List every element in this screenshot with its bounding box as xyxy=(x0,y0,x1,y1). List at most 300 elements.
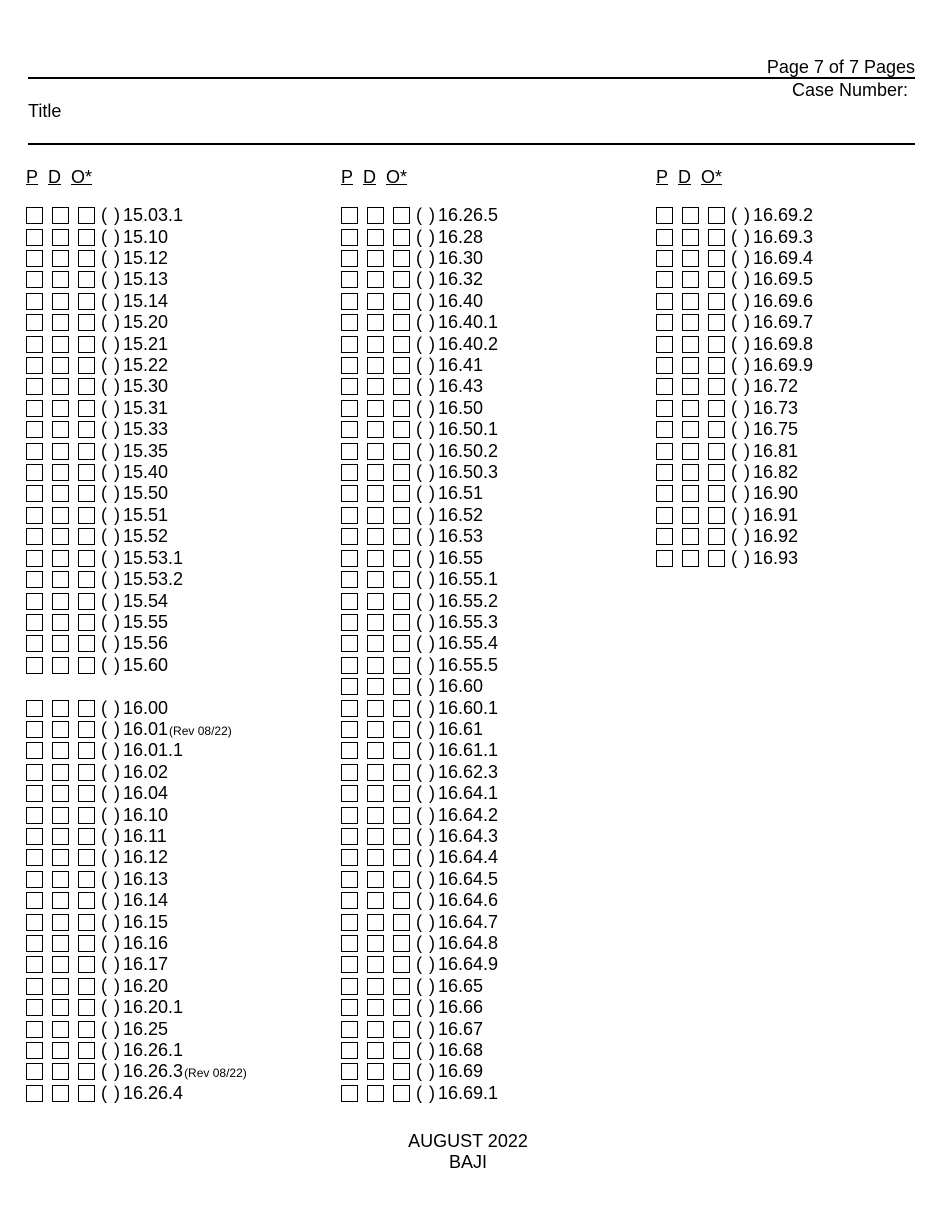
checkbox-p[interactable] xyxy=(26,464,43,481)
checkbox-d[interactable] xyxy=(52,657,69,674)
checkbox-p[interactable] xyxy=(656,250,673,267)
checkbox-p[interactable] xyxy=(341,550,358,567)
checkbox-o[interactable] xyxy=(393,528,410,545)
checkbox-o[interactable] xyxy=(393,1085,410,1102)
checkbox-d[interactable] xyxy=(52,721,69,738)
checkbox-o[interactable] xyxy=(78,314,95,331)
checkbox-o[interactable] xyxy=(393,250,410,267)
checkbox-d[interactable] xyxy=(52,700,69,717)
checkbox-o[interactable] xyxy=(393,635,410,652)
checkbox-p[interactable] xyxy=(656,229,673,246)
checkbox-o[interactable] xyxy=(393,849,410,866)
checkbox-o[interactable] xyxy=(393,314,410,331)
checkbox-o[interactable] xyxy=(78,528,95,545)
checkbox-o[interactable] xyxy=(708,336,725,353)
checkbox-p[interactable] xyxy=(341,507,358,524)
checkbox-d[interactable] xyxy=(52,528,69,545)
checkbox-p[interactable] xyxy=(341,593,358,610)
checkbox-d[interactable] xyxy=(367,635,384,652)
checkbox-p[interactable] xyxy=(341,1021,358,1038)
checkbox-p[interactable] xyxy=(656,443,673,460)
checkbox-d[interactable] xyxy=(367,785,384,802)
checkbox-p[interactable] xyxy=(656,550,673,567)
checkbox-p[interactable] xyxy=(341,892,358,909)
checkbox-o[interactable] xyxy=(393,357,410,374)
checkbox-d[interactable] xyxy=(367,742,384,759)
checkbox-d[interactable] xyxy=(52,378,69,395)
checkbox-d[interactable] xyxy=(367,1042,384,1059)
checkbox-d[interactable] xyxy=(52,400,69,417)
checkbox-o[interactable] xyxy=(393,378,410,395)
checkbox-p[interactable] xyxy=(26,657,43,674)
checkbox-p[interactable] xyxy=(26,293,43,310)
checkbox-o[interactable] xyxy=(393,1063,410,1080)
checkbox-d[interactable] xyxy=(52,1042,69,1059)
checkbox-p[interactable] xyxy=(26,443,43,460)
checkbox-o[interactable] xyxy=(708,229,725,246)
checkbox-d[interactable] xyxy=(367,999,384,1016)
checkbox-p[interactable] xyxy=(26,785,43,802)
checkbox-p[interactable] xyxy=(341,785,358,802)
checkbox-p[interactable] xyxy=(341,956,358,973)
checkbox-p[interactable] xyxy=(341,678,358,695)
checkbox-p[interactable] xyxy=(341,1042,358,1059)
checkbox-p[interactable] xyxy=(341,849,358,866)
checkbox-o[interactable] xyxy=(78,1085,95,1102)
checkbox-d[interactable] xyxy=(52,914,69,931)
checkbox-o[interactable] xyxy=(78,914,95,931)
checkbox-o[interactable] xyxy=(708,528,725,545)
checkbox-o[interactable] xyxy=(393,400,410,417)
checkbox-p[interactable] xyxy=(26,250,43,267)
checkbox-d[interactable] xyxy=(367,314,384,331)
checkbox-o[interactable] xyxy=(393,207,410,224)
checkbox-p[interactable] xyxy=(26,871,43,888)
checkbox-o[interactable] xyxy=(708,400,725,417)
checkbox-o[interactable] xyxy=(78,721,95,738)
checkbox-d[interactable] xyxy=(52,871,69,888)
checkbox-p[interactable] xyxy=(341,378,358,395)
checkbox-d[interactable] xyxy=(52,978,69,995)
checkbox-d[interactable] xyxy=(52,207,69,224)
checkbox-d[interactable] xyxy=(682,528,699,545)
checkbox-d[interactable] xyxy=(52,935,69,952)
checkbox-o[interactable] xyxy=(708,443,725,460)
checkbox-p[interactable] xyxy=(341,700,358,717)
checkbox-o[interactable] xyxy=(393,785,410,802)
checkbox-o[interactable] xyxy=(708,293,725,310)
checkbox-o[interactable] xyxy=(393,593,410,610)
checkbox-d[interactable] xyxy=(367,678,384,695)
checkbox-d[interactable] xyxy=(52,421,69,438)
checkbox-o[interactable] xyxy=(78,485,95,502)
checkbox-p[interactable] xyxy=(26,700,43,717)
checkbox-d[interactable] xyxy=(367,443,384,460)
checkbox-o[interactable] xyxy=(78,1063,95,1080)
checkbox-o[interactable] xyxy=(708,421,725,438)
checkbox-d[interactable] xyxy=(52,635,69,652)
checkbox-p[interactable] xyxy=(26,229,43,246)
checkbox-d[interactable] xyxy=(367,528,384,545)
checkbox-o[interactable] xyxy=(393,571,410,588)
checkbox-p[interactable] xyxy=(26,271,43,288)
checkbox-o[interactable] xyxy=(393,914,410,931)
checkbox-p[interactable] xyxy=(341,229,358,246)
checkbox-d[interactable] xyxy=(52,443,69,460)
checkbox-d[interactable] xyxy=(367,700,384,717)
checkbox-d[interactable] xyxy=(52,250,69,267)
checkbox-p[interactable] xyxy=(26,978,43,995)
checkbox-d[interactable] xyxy=(367,849,384,866)
checkbox-d[interactable] xyxy=(367,271,384,288)
checkbox-p[interactable] xyxy=(341,614,358,631)
checkbox-p[interactable] xyxy=(26,357,43,374)
checkbox-o[interactable] xyxy=(78,400,95,417)
checkbox-p[interactable] xyxy=(341,635,358,652)
checkbox-d[interactable] xyxy=(52,785,69,802)
checkbox-d[interactable] xyxy=(682,378,699,395)
checkbox-o[interactable] xyxy=(393,999,410,1016)
checkbox-o[interactable] xyxy=(393,443,410,460)
checkbox-o[interactable] xyxy=(78,1042,95,1059)
checkbox-o[interactable] xyxy=(78,357,95,374)
checkbox-d[interactable] xyxy=(367,1063,384,1080)
checkbox-p[interactable] xyxy=(26,378,43,395)
checkbox-d[interactable] xyxy=(367,914,384,931)
checkbox-p[interactable] xyxy=(26,1063,43,1080)
checkbox-p[interactable] xyxy=(26,892,43,909)
checkbox-p[interactable] xyxy=(341,657,358,674)
checkbox-p[interactable] xyxy=(656,400,673,417)
checkbox-o[interactable] xyxy=(393,871,410,888)
checkbox-p[interactable] xyxy=(656,207,673,224)
checkbox-o[interactable] xyxy=(708,250,725,267)
checkbox-p[interactable] xyxy=(656,357,673,374)
checkbox-o[interactable] xyxy=(708,271,725,288)
checkbox-d[interactable] xyxy=(52,828,69,845)
checkbox-p[interactable] xyxy=(26,807,43,824)
checkbox-d[interactable] xyxy=(682,421,699,438)
checkbox-d[interactable] xyxy=(367,807,384,824)
checkbox-d[interactable] xyxy=(367,250,384,267)
checkbox-o[interactable] xyxy=(393,293,410,310)
checkbox-o[interactable] xyxy=(78,1021,95,1038)
checkbox-d[interactable] xyxy=(682,207,699,224)
checkbox-p[interactable] xyxy=(341,357,358,374)
checkbox-d[interactable] xyxy=(52,336,69,353)
checkbox-d[interactable] xyxy=(682,443,699,460)
checkbox-o[interactable] xyxy=(708,485,725,502)
checkbox-p[interactable] xyxy=(656,485,673,502)
checkbox-d[interactable] xyxy=(367,357,384,374)
checkbox-o[interactable] xyxy=(708,357,725,374)
checkbox-o[interactable] xyxy=(78,785,95,802)
checkbox-o[interactable] xyxy=(393,1021,410,1038)
checkbox-o[interactable] xyxy=(78,507,95,524)
checkbox-p[interactable] xyxy=(26,914,43,931)
checkbox-o[interactable] xyxy=(78,635,95,652)
checkbox-p[interactable] xyxy=(26,1042,43,1059)
checkbox-p[interactable] xyxy=(341,999,358,1016)
checkbox-o[interactable] xyxy=(78,229,95,246)
checkbox-d[interactable] xyxy=(52,849,69,866)
checkbox-d[interactable] xyxy=(682,550,699,567)
checkbox-d[interactable] xyxy=(682,464,699,481)
checkbox-p[interactable] xyxy=(341,443,358,460)
checkbox-d[interactable] xyxy=(52,1021,69,1038)
checkbox-o[interactable] xyxy=(78,742,95,759)
checkbox-d[interactable] xyxy=(52,892,69,909)
checkbox-p[interactable] xyxy=(26,207,43,224)
checkbox-d[interactable] xyxy=(682,400,699,417)
checkbox-o[interactable] xyxy=(393,892,410,909)
checkbox-d[interactable] xyxy=(682,507,699,524)
checkbox-p[interactable] xyxy=(341,207,358,224)
checkbox-p[interactable] xyxy=(341,935,358,952)
checkbox-d[interactable] xyxy=(367,550,384,567)
checkbox-o[interactable] xyxy=(78,293,95,310)
checkbox-d[interactable] xyxy=(367,657,384,674)
checkbox-o[interactable] xyxy=(78,999,95,1016)
checkbox-d[interactable] xyxy=(682,271,699,288)
checkbox-d[interactable] xyxy=(367,1085,384,1102)
checkbox-o[interactable] xyxy=(78,978,95,995)
checkbox-p[interactable] xyxy=(341,764,358,781)
checkbox-o[interactable] xyxy=(78,892,95,909)
checkbox-o[interactable] xyxy=(78,849,95,866)
checkbox-p[interactable] xyxy=(26,550,43,567)
checkbox-d[interactable] xyxy=(367,614,384,631)
checkbox-d[interactable] xyxy=(682,357,699,374)
checkbox-d[interactable] xyxy=(52,1063,69,1080)
checkbox-o[interactable] xyxy=(393,550,410,567)
checkbox-o[interactable] xyxy=(78,550,95,567)
checkbox-d[interactable] xyxy=(52,357,69,374)
checkbox-o[interactable] xyxy=(78,464,95,481)
checkbox-p[interactable] xyxy=(26,956,43,973)
checkbox-o[interactable] xyxy=(393,742,410,759)
checkbox-o[interactable] xyxy=(393,935,410,952)
checkbox-p[interactable] xyxy=(26,421,43,438)
checkbox-o[interactable] xyxy=(78,871,95,888)
checkbox-d[interactable] xyxy=(52,999,69,1016)
checkbox-d[interactable] xyxy=(52,314,69,331)
checkbox-o[interactable] xyxy=(78,956,95,973)
checkbox-d[interactable] xyxy=(367,892,384,909)
checkbox-p[interactable] xyxy=(26,593,43,610)
checkbox-o[interactable] xyxy=(78,378,95,395)
checkbox-o[interactable] xyxy=(78,657,95,674)
checkbox-p[interactable] xyxy=(26,571,43,588)
checkbox-o[interactable] xyxy=(78,336,95,353)
checkbox-p[interactable] xyxy=(26,528,43,545)
checkbox-o[interactable] xyxy=(78,593,95,610)
checkbox-o[interactable] xyxy=(393,614,410,631)
checkbox-o[interactable] xyxy=(393,764,410,781)
checkbox-p[interactable] xyxy=(341,721,358,738)
checkbox-p[interactable] xyxy=(656,314,673,331)
checkbox-p[interactable] xyxy=(341,871,358,888)
checkbox-d[interactable] xyxy=(52,614,69,631)
checkbox-d[interactable] xyxy=(367,207,384,224)
checkbox-d[interactable] xyxy=(52,742,69,759)
checkbox-o[interactable] xyxy=(393,678,410,695)
checkbox-d[interactable] xyxy=(682,314,699,331)
checkbox-o[interactable] xyxy=(708,207,725,224)
checkbox-p[interactable] xyxy=(341,914,358,931)
checkbox-p[interactable] xyxy=(341,1063,358,1080)
checkbox-d[interactable] xyxy=(367,293,384,310)
checkbox-p[interactable] xyxy=(26,314,43,331)
checkbox-o[interactable] xyxy=(708,464,725,481)
checkbox-d[interactable] xyxy=(367,978,384,995)
checkbox-d[interactable] xyxy=(367,400,384,417)
checkbox-d[interactable] xyxy=(367,721,384,738)
checkbox-p[interactable] xyxy=(341,400,358,417)
checkbox-d[interactable] xyxy=(367,764,384,781)
checkbox-p[interactable] xyxy=(341,742,358,759)
checkbox-p[interactable] xyxy=(26,635,43,652)
checkbox-d[interactable] xyxy=(52,550,69,567)
checkbox-p[interactable] xyxy=(341,571,358,588)
checkbox-d[interactable] xyxy=(367,1021,384,1038)
checkbox-p[interactable] xyxy=(26,1021,43,1038)
checkbox-o[interactable] xyxy=(78,828,95,845)
checkbox-o[interactable] xyxy=(78,443,95,460)
checkbox-d[interactable] xyxy=(682,293,699,310)
checkbox-o[interactable] xyxy=(78,935,95,952)
checkbox-p[interactable] xyxy=(656,421,673,438)
checkbox-p[interactable] xyxy=(656,271,673,288)
checkbox-o[interactable] xyxy=(78,700,95,717)
checkbox-o[interactable] xyxy=(393,507,410,524)
checkbox-d[interactable] xyxy=(52,271,69,288)
checkbox-p[interactable] xyxy=(656,507,673,524)
checkbox-d[interactable] xyxy=(367,485,384,502)
checkbox-p[interactable] xyxy=(26,849,43,866)
checkbox-o[interactable] xyxy=(393,421,410,438)
checkbox-o[interactable] xyxy=(393,271,410,288)
checkbox-d[interactable] xyxy=(52,293,69,310)
checkbox-o[interactable] xyxy=(708,314,725,331)
checkbox-o[interactable] xyxy=(78,807,95,824)
checkbox-o[interactable] xyxy=(393,700,410,717)
checkbox-p[interactable] xyxy=(26,828,43,845)
checkbox-d[interactable] xyxy=(367,956,384,973)
checkbox-p[interactable] xyxy=(341,336,358,353)
checkbox-d[interactable] xyxy=(367,507,384,524)
checkbox-o[interactable] xyxy=(78,271,95,288)
checkbox-p[interactable] xyxy=(341,485,358,502)
checkbox-p[interactable] xyxy=(341,978,358,995)
checkbox-p[interactable] xyxy=(26,742,43,759)
checkbox-d[interactable] xyxy=(52,807,69,824)
checkbox-o[interactable] xyxy=(393,807,410,824)
checkbox-o[interactable] xyxy=(393,1042,410,1059)
checkbox-o[interactable] xyxy=(393,464,410,481)
checkbox-o[interactable] xyxy=(78,421,95,438)
checkbox-d[interactable] xyxy=(367,336,384,353)
checkbox-d[interactable] xyxy=(367,378,384,395)
checkbox-d[interactable] xyxy=(367,229,384,246)
checkbox-p[interactable] xyxy=(26,764,43,781)
checkbox-o[interactable] xyxy=(78,571,95,588)
checkbox-o[interactable] xyxy=(393,336,410,353)
checkbox-p[interactable] xyxy=(341,1085,358,1102)
checkbox-d[interactable] xyxy=(367,935,384,952)
checkbox-d[interactable] xyxy=(682,250,699,267)
checkbox-p[interactable] xyxy=(341,314,358,331)
checkbox-d[interactable] xyxy=(52,507,69,524)
checkbox-o[interactable] xyxy=(78,764,95,781)
checkbox-d[interactable] xyxy=(367,871,384,888)
checkbox-p[interactable] xyxy=(341,250,358,267)
checkbox-p[interactable] xyxy=(26,721,43,738)
checkbox-o[interactable] xyxy=(393,828,410,845)
checkbox-p[interactable] xyxy=(26,400,43,417)
checkbox-d[interactable] xyxy=(367,828,384,845)
checkbox-p[interactable] xyxy=(656,378,673,395)
checkbox-d[interactable] xyxy=(367,464,384,481)
checkbox-d[interactable] xyxy=(367,571,384,588)
checkbox-d[interactable] xyxy=(682,485,699,502)
checkbox-o[interactable] xyxy=(393,956,410,973)
checkbox-p[interactable] xyxy=(341,464,358,481)
checkbox-d[interactable] xyxy=(682,336,699,353)
checkbox-o[interactable] xyxy=(393,721,410,738)
checkbox-p[interactable] xyxy=(656,464,673,481)
checkbox-d[interactable] xyxy=(52,485,69,502)
checkbox-p[interactable] xyxy=(341,271,358,288)
checkbox-o[interactable] xyxy=(78,614,95,631)
checkbox-p[interactable] xyxy=(26,336,43,353)
checkbox-p[interactable] xyxy=(26,999,43,1016)
checkbox-d[interactable] xyxy=(52,593,69,610)
checkbox-p[interactable] xyxy=(26,1085,43,1102)
checkbox-o[interactable] xyxy=(708,550,725,567)
checkbox-p[interactable] xyxy=(341,828,358,845)
checkbox-o[interactable] xyxy=(78,250,95,267)
checkbox-p[interactable] xyxy=(341,528,358,545)
checkbox-p[interactable] xyxy=(341,293,358,310)
checkbox-d[interactable] xyxy=(52,571,69,588)
checkbox-d[interactable] xyxy=(52,464,69,481)
checkbox-p[interactable] xyxy=(26,614,43,631)
checkbox-p[interactable] xyxy=(656,528,673,545)
checkbox-o[interactable] xyxy=(78,207,95,224)
checkbox-o[interactable] xyxy=(393,485,410,502)
checkbox-p[interactable] xyxy=(341,807,358,824)
checkbox-o[interactable] xyxy=(708,507,725,524)
checkbox-p[interactable] xyxy=(656,336,673,353)
checkbox-d[interactable] xyxy=(52,764,69,781)
checkbox-p[interactable] xyxy=(656,293,673,310)
checkbox-d[interactable] xyxy=(52,1085,69,1102)
checkbox-p[interactable] xyxy=(26,485,43,502)
checkbox-o[interactable] xyxy=(393,229,410,246)
checkbox-d[interactable] xyxy=(367,421,384,438)
checkbox-o[interactable] xyxy=(393,657,410,674)
checkbox-d[interactable] xyxy=(682,229,699,246)
checkbox-d[interactable] xyxy=(52,229,69,246)
checkbox-p[interactable] xyxy=(26,507,43,524)
checkbox-p[interactable] xyxy=(341,421,358,438)
checkbox-d[interactable] xyxy=(367,593,384,610)
checkbox-p[interactable] xyxy=(26,935,43,952)
checkbox-o[interactable] xyxy=(708,378,725,395)
checkbox-o[interactable] xyxy=(393,978,410,995)
checkbox-d[interactable] xyxy=(52,956,69,973)
